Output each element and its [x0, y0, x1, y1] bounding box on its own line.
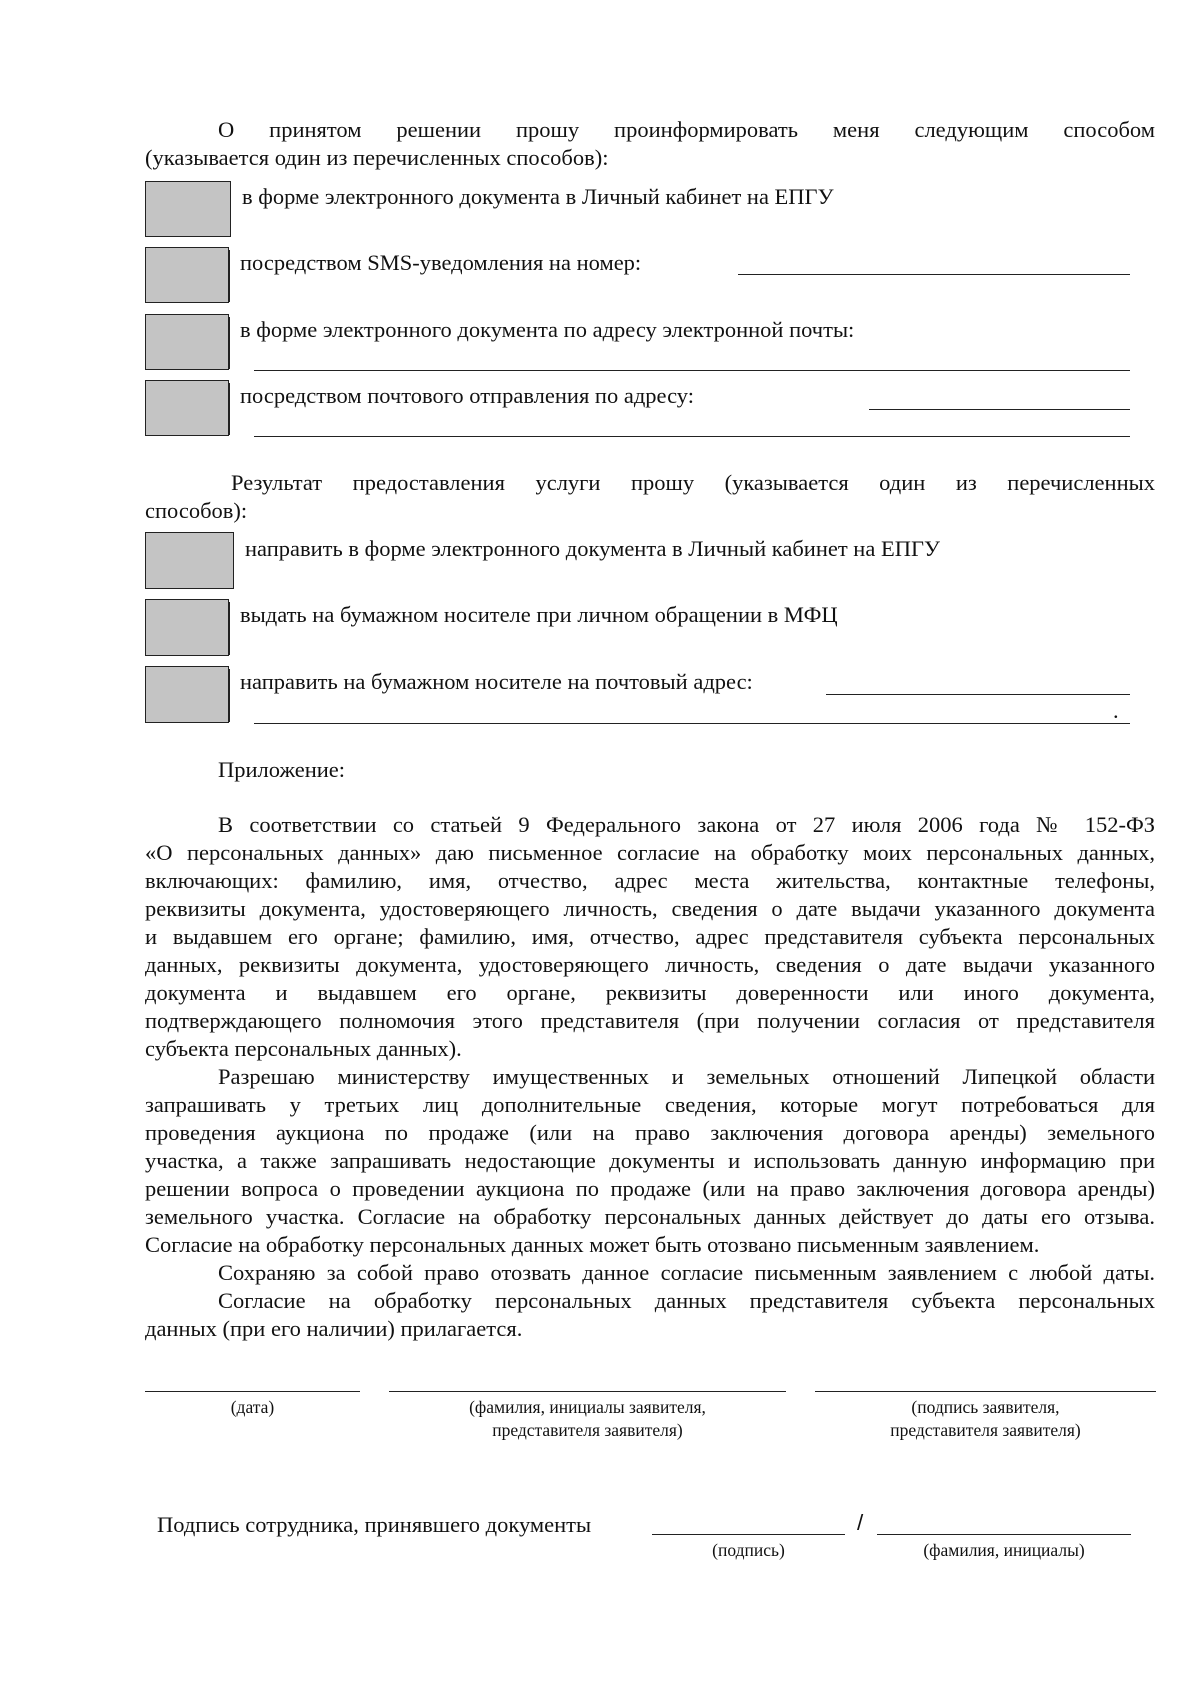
- name-caption-line2: представителя заявителя): [492, 1420, 683, 1440]
- checkbox-sms[interactable]: [145, 247, 229, 303]
- staff-sign-caption: (подпись): [712, 1540, 785, 1560]
- sign-caption-line1: (подпись заявителя,: [911, 1397, 1060, 1417]
- option-result-epgu-label: направить в форме электронного документа в Личный кабинет на ЕПГУ: [245, 536, 940, 561]
- option-result-post-label: направить на бумажном носителе на почтовый адрес:: [240, 669, 753, 694]
- separator: [229, 317, 230, 369]
- result-intro-line2: способов):: [145, 498, 248, 523]
- email-address-field[interactable]: [254, 370, 1130, 371]
- separator: [229, 669, 230, 722]
- checkbox-epgu-notify[interactable]: [145, 181, 231, 237]
- consent-line: Согласие на обработку персональных данных может быть отозвано письменным заявлением.: [145, 1232, 1040, 1257]
- checkbox-email[interactable]: [145, 314, 229, 370]
- separator: [229, 602, 230, 655]
- consent-line: субъекта персональных данных).: [145, 1036, 462, 1061]
- separator: [229, 250, 230, 302]
- post-address-field[interactable]: [869, 409, 1130, 410]
- staff-name-caption: (фамилия, инициалы): [923, 1540, 1085, 1560]
- consent-line: Согласие на обработку персональных данных представителя субъекта персональных: [218, 1288, 1155, 1313]
- separator: [229, 383, 230, 435]
- consent-line: земельного участка. Согласие на обработку персональных данных действует до даты его отзыва.: [145, 1204, 1155, 1229]
- checkbox-result-post[interactable]: [145, 666, 229, 723]
- consent-line: решении вопроса о проведении аукциона по продаже (или на право заключения договора аренды): [145, 1176, 1155, 1201]
- consent-line: В соответствии со статьей 9 Федерального закона от 27 июля 2006 года № 152-ФЗ: [218, 812, 1155, 837]
- consent-line: запрашивать у третьих лиц дополнительные сведения, которые могут потребоваться для: [145, 1092, 1155, 1117]
- consent-line: участка, а также запрашивать недостающие документы и использовать данную информацию при: [145, 1148, 1155, 1173]
- slash-separator: /: [857, 1510, 864, 1535]
- name-caption-line1: (фамилия, инициалы заявителя,: [469, 1397, 706, 1417]
- option-post-label: посредством почтового отправления по адресу:: [240, 383, 694, 408]
- staff-signature-label: Подпись сотрудника, принявшего документы: [157, 1512, 592, 1537]
- staff-name-field[interactable]: [877, 1534, 1131, 1535]
- consent-line: включающих: фамилию, имя, отчество, адрес места жительства, контактные телефоны,: [145, 868, 1155, 893]
- applicant-name-field[interactable]: [389, 1391, 786, 1392]
- notify-intro-line1: О принятом решении прошу проинформировать меня следующим способом: [218, 117, 1155, 142]
- notify-intro-line2: (указывается один из перечисленных способов):: [145, 145, 609, 170]
- date-field[interactable]: [145, 1391, 360, 1392]
- sign-caption-line2: представителя заявителя): [890, 1420, 1081, 1440]
- applicant-signature-field[interactable]: [815, 1391, 1156, 1392]
- address-end-period: .: [1113, 698, 1119, 723]
- date-caption: (дата): [230, 1397, 275, 1417]
- consent-line: проведения аукциона по продаже (или на право заключения договора аренды) земельного: [145, 1120, 1155, 1145]
- consent-line: Сохраняю за собой право отозвать данное согласие письменным заявлением с любой даты.: [218, 1260, 1155, 1285]
- consent-line: реквизиты документа, удостоверяющего личность, сведения о дате выдачи указанного документа: [145, 896, 1155, 921]
- appendix-label: Приложение:: [218, 757, 346, 782]
- option-email-label: в форме электронного документа по адресу электронной почты:: [240, 317, 855, 342]
- consent-line: документа и выдавшем его органе, реквизиты доверенности или иного документа,: [145, 980, 1155, 1005]
- checkbox-result-mfc[interactable]: [145, 599, 229, 656]
- consent-line: «О персональных данных» даю письменное согласие на обработку моих персональных данных,: [145, 840, 1155, 865]
- consent-line: данных (при его наличии) прилагается.: [145, 1316, 523, 1341]
- result-intro-line1: Результат предоставления услуги прошу (указывается один из перечисленных: [231, 470, 1155, 495]
- option-result-mfc-label: выдать на бумажном носителе при личном обращении в МФЦ: [240, 602, 838, 627]
- checkbox-result-epgu[interactable]: [145, 532, 234, 589]
- staff-signature-field[interactable]: [652, 1534, 845, 1535]
- option-epgu-notify-label: в форме электронного документа в Личный кабинет на ЕПГУ: [242, 184, 834, 209]
- consent-line: и выдавшем его органе; фамилию, имя, отчество, адрес представителя субъекта персональных: [145, 924, 1155, 949]
- option-sms-label: посредством SMS-уведомления на номер:: [240, 250, 642, 275]
- sms-number-field[interactable]: [738, 274, 1130, 275]
- post-address-field-2[interactable]: [254, 436, 1130, 437]
- result-post-address-field[interactable]: [826, 694, 1130, 695]
- result-post-address-field-2[interactable]: [254, 723, 1130, 724]
- consent-line: Разрешаю министерству имущественных и земельных отношений Липецкой области: [218, 1064, 1155, 1089]
- consent-line: подтверждающего полномочия этого представителя (при получении согласия от представителя: [145, 1008, 1155, 1033]
- consent-line: данных, реквизиты документа, удостоверяющего личность, сведения о дате выдачи указанного: [145, 952, 1155, 977]
- checkbox-post[interactable]: [145, 380, 229, 436]
